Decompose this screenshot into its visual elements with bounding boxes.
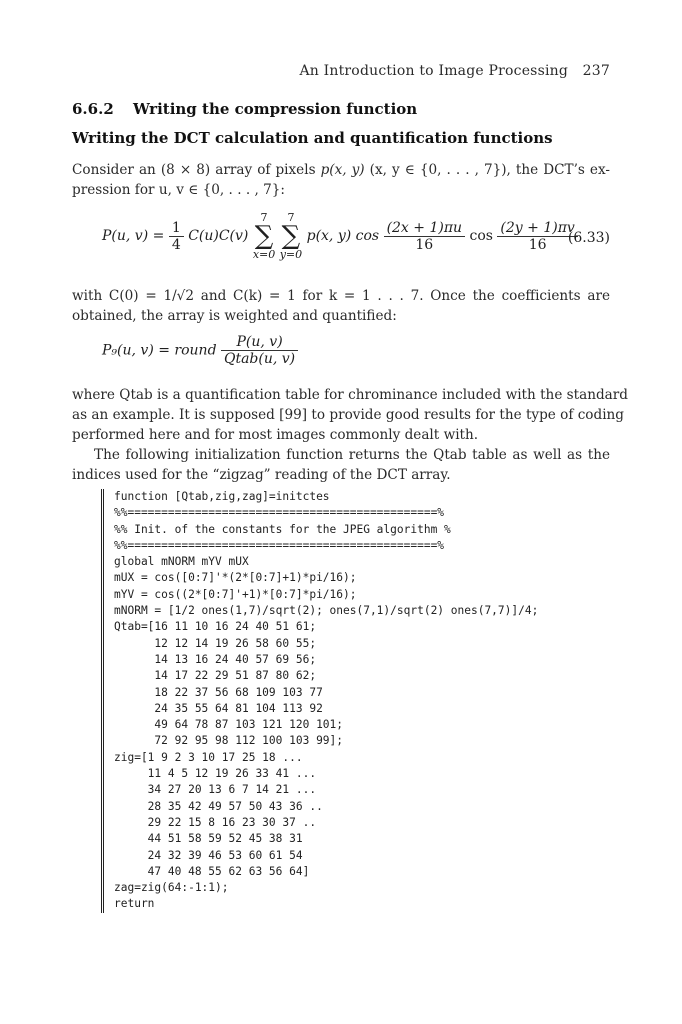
equation-number: (6.33)	[567, 230, 610, 246]
eq2-fraction: $\frac{P(u, v)}{\text{Qtab(u, v)}}$	[221, 334, 298, 367]
body-line-2: as an example. It is supposed [99] to provide good results for the type of coding	[72, 407, 625, 423]
eq1-term: p(x, y) cos	[306, 228, 380, 244]
eq1-cos1: $\frac{(2x + 1)\pi u}{16}$	[384, 220, 465, 253]
code-line: 18 22 37 56 68 109 103 77	[114, 685, 323, 699]
intro-line-2: pression for u, v ∈ {0, . . . , 7}:	[72, 182, 286, 198]
code-line: mNORM = [1/2 ones(1,7)/sqrt(2); ones(7,1)/sqrt(2) ones(7,7)]/4;	[114, 604, 539, 618]
dct-equation	[72, 208, 610, 264]
section-number: 6.6.2	[72, 100, 114, 118]
code-line: zig=[1 9 2 3 10 17 25 18 ...	[114, 750, 303, 764]
intro-paragraph	[72, 160, 610, 200]
eq1-cos2: $\frac{(2y + 1)\pi v}{16}$	[497, 220, 577, 253]
code-line: 14 13 16 24 40 57 69 56;	[114, 652, 317, 666]
code-line: 29 22 15 8 16 23 30 37 ..	[114, 815, 317, 829]
code-line: 34 27 20 13 6 7 14 21 ...	[114, 783, 317, 797]
code-line: %%==============================================%	[114, 506, 445, 520]
sum-y: 7 ∑ y=0	[279, 211, 303, 261]
code-line: return	[114, 897, 155, 911]
code-line: zag=zig(64:-1:1);	[114, 881, 229, 895]
page-number: 237	[582, 63, 610, 79]
sum-x: 7 ∑ x=0	[252, 211, 276, 261]
code-line: 14 17 22 29 51 87 80 62;	[114, 669, 317, 683]
code-line: mUX = cos([0:7]'*(2*[0:7]+1)*pi/16);	[114, 571, 357, 585]
quantification-equation	[72, 332, 610, 372]
code-line: %% Init. of the constants for the JPEG algorithm %	[114, 522, 451, 536]
code-listing	[101, 489, 538, 913]
code-line: %%==============================================%	[114, 538, 445, 552]
code-line: 72 92 95 98 112 100 103 99];	[114, 734, 344, 748]
coef-line-2: obtained, the array is weighted and quantified:	[72, 308, 397, 324]
running-title: An Introduction to Image Processing	[299, 63, 569, 79]
eq1-coef: C(u)C(v)	[188, 228, 249, 244]
eq1-cos-label: cos	[469, 228, 493, 244]
eq1-quarter: $\frac{1}{4}$	[169, 220, 184, 253]
code-line: 12 12 14 19 26 58 60 55;	[114, 636, 317, 650]
eq1-lhs: P(u, v) =	[102, 228, 169, 244]
code-line: global mNORM mYV mUX	[114, 555, 249, 569]
coef-line-1: with C(0) = 1/√2 and C(k) = 1 for k = 1 . . . 7. Once the coefficients are	[72, 288, 610, 304]
code-line: Qtab=[16 11 10 16 24 40 51 61;	[114, 620, 317, 634]
code-line: 24 32 39 46 53 60 61 54	[114, 848, 303, 862]
intro-line-1: Consider an (8 × 8) array of pixels p(x, y) (x, y ∈ {0, . . . , 7}), the DCT’s ex-	[72, 162, 610, 178]
code-line: 11 4 5 12 19 26 33 41 ...	[114, 767, 317, 781]
eq2-lhs: P₉(u, v) = round	[102, 342, 217, 359]
code-line: 28 35 42 49 57 50 43 36 ..	[114, 799, 323, 813]
code-line: function [Qtab,zig,zag]=initctes	[114, 490, 330, 503]
code-line: 24 35 55 64 81 104 113 92	[114, 701, 323, 715]
running-head	[299, 63, 610, 79]
code-line: 44 51 58 59 52 45 38 31	[114, 832, 303, 846]
body-line-1: where Qtab is a quantification table for chrominance included with the standard	[72, 387, 628, 403]
body-line-4: The following initialization function returns the Qtab table as well as the	[94, 447, 610, 463]
section-title: Writing the compression function	[133, 100, 418, 118]
subsection-heading: Writing the DCT calculation and quantification functions	[72, 129, 553, 147]
body-line-3: performed here and for most images commonly dealt with.	[72, 427, 479, 443]
code-line: 49 64 78 87 103 121 120 101;	[114, 718, 344, 732]
section-heading	[72, 100, 417, 118]
code-line: mYV = cos((2*[0:7]'+1)*[0:7]*pi/16);	[114, 587, 357, 601]
body-line-5: indices used for the “zigzag” reading of the DCT array.	[72, 467, 451, 483]
coefficient-paragraph	[72, 286, 610, 326]
code-block	[114, 489, 538, 913]
body-paragraph	[72, 385, 628, 485]
code-line: 47 40 48 55 62 63 56 64]	[114, 864, 310, 878]
